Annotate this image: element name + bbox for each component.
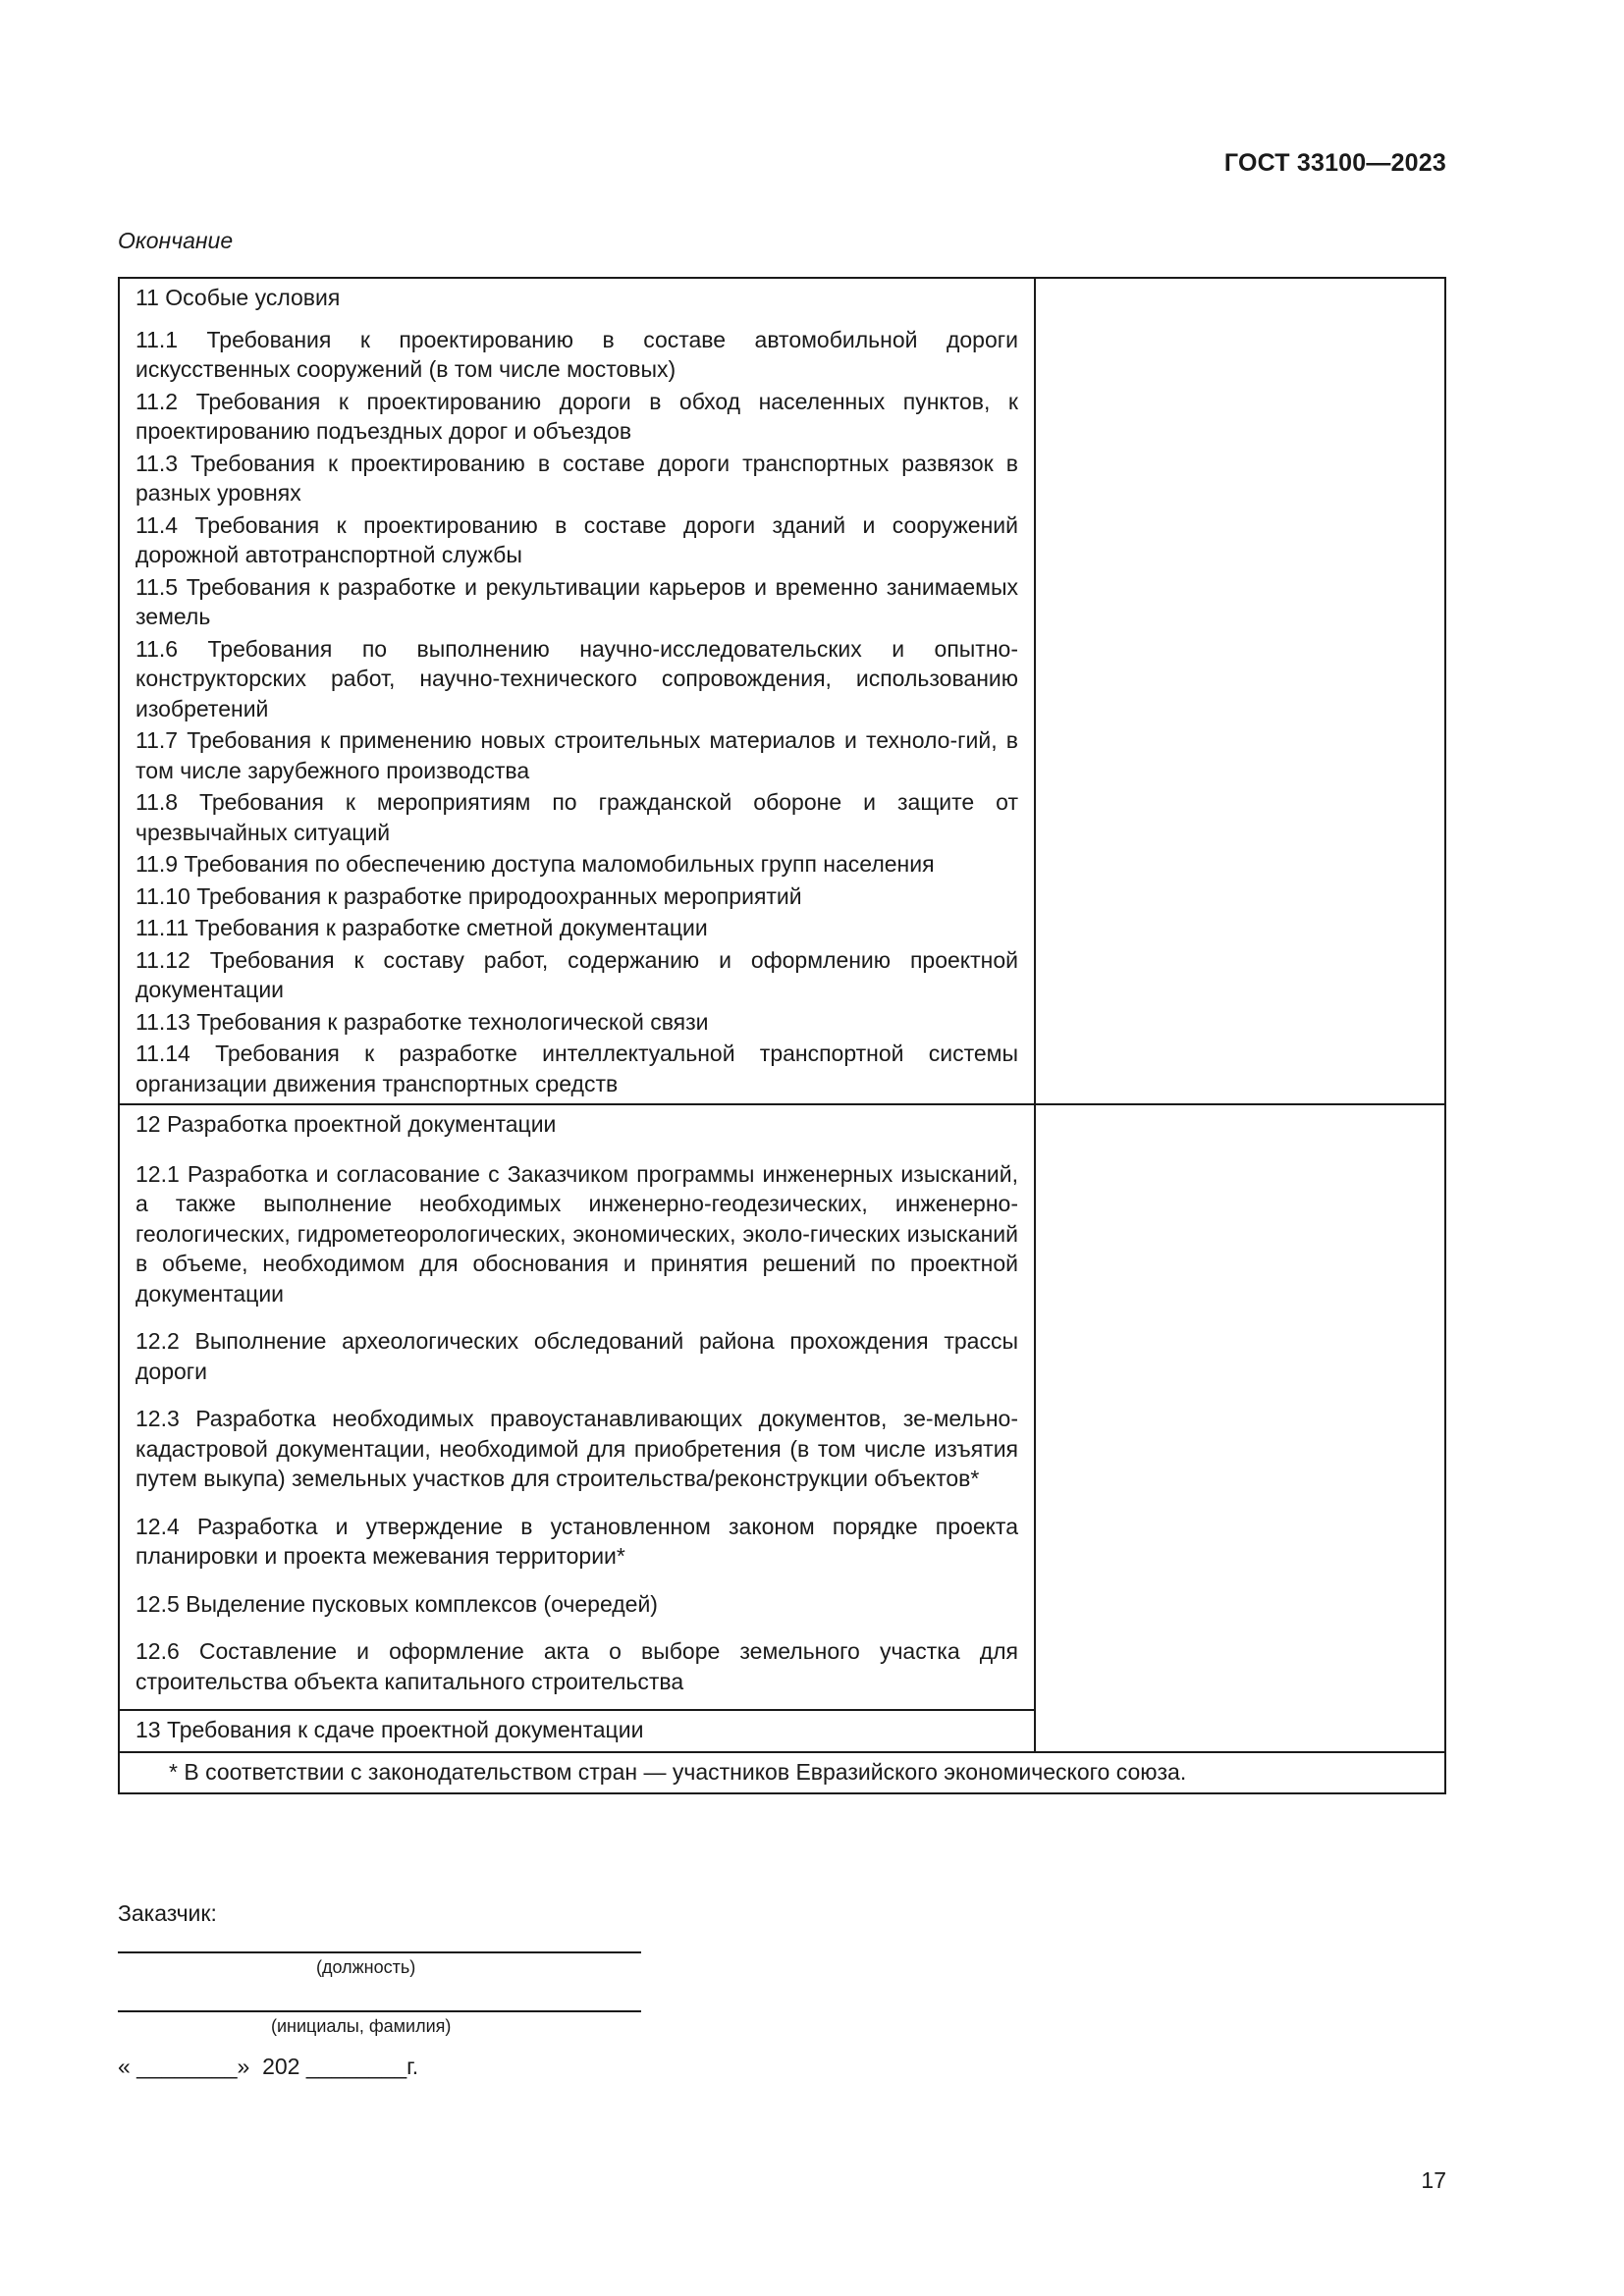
customer-label: Заказчик: (118, 1900, 217, 1926)
signature-date: « ________» 202 ________г. (118, 2054, 419, 2079)
section-12-items (120, 1146, 1034, 1710)
list-item: 11.8 Требования к мероприятиям по гражданской обороне и защите от чрезвычайных ситуаций (135, 789, 1018, 845)
list-item: 12.2 Выполнение археологических обследований района прохождения трассы дороги (135, 1328, 1018, 1384)
list-item: 12.4 Разработка и утверждение в установленном законом порядке проекта планировки и проекта межевания территории* (135, 1513, 1018, 1569)
list-item: 11.6 Требования по выполнению научно-исследовательских и опытно-конструкторских работ, научно-технического сопровождения, использованию изобретений (135, 635, 1018, 721)
section-12-title: 12 Разработка проектной документации (135, 1111, 557, 1137)
footnote-row (119, 1752, 1445, 1794)
list-item: 11.9 Требования по обеспечению доступа маломобильных групп населения (135, 851, 935, 877)
section-12-cell (119, 1104, 1035, 1710)
section-11-items (120, 319, 1034, 1104)
list-item: 12.6 Составление и оформление акта о выборе земельного участка для строительства объекта капитального строительства (135, 1638, 1018, 1694)
name-caption: (инициалы, фамилия) (271, 2016, 452, 2036)
list-item: 11.13 Требования к разработке технологической связи (135, 1008, 709, 1035)
list-item: 12.1 Разработка и согласование с Заказчиком программы инженерных изысканий, а также выполнение необходимых инженерно-геодезических, инженерно-геологических, гидрометеорологических, экономических, эколо-гических изысканий в объеме, необходимом для обоснования и принятия решений по проектной документации (135, 1160, 1018, 1307)
list-item: 11.2 Требования к проектированию дороги в обход населенных пунктов, к проектированию подъездных дорог и объездов (135, 388, 1018, 444)
position-caption: (должность) (316, 1957, 416, 1977)
requirements-table (118, 277, 1446, 1794)
footnote: * В соответствии с законодательством стран — участников Евразийского экономического союза. (119, 1752, 1445, 1794)
section-13-cell (119, 1710, 1035, 1752)
list-item: 11.12 Требования к составу работ, содержанию и оформлению проектной документации (135, 946, 1018, 1002)
section-12-value-cell (1035, 1104, 1445, 1752)
section-11-cell (119, 278, 1035, 1104)
position-signature-line (118, 1951, 641, 1953)
section-11-row (119, 278, 1445, 1104)
list-item: 11.10 Требования к разработке природоохранных мероприятий (135, 882, 802, 909)
standard-number: ГОСТ 33100—2023 (1223, 149, 1446, 177)
list-item: 11.1 Требования к проектированию в составе автомобильной дороги искусственных сооружений (в том числе мостовых) (135, 326, 1018, 382)
list-item: 12.3 Разработка необходимых правоустанавливающих документов, зе-мельно-кадастровой документации, необходимой для приобретения (в том числе изъятия путем выкупа) земельных участков для строительства/реконструкции объектов* (135, 1406, 1018, 1491)
list-item: 11.4 Требования к проектированию в составе дороги зданий и сооружений дорожной автотранспортной службы (135, 511, 1018, 567)
list-item: 11.7 Требования к применению новых строительных материалов и техноло-гий, в том числе зарубежного производства (135, 727, 1018, 783)
list-item: 12.5 Выделение пусковых комплексов (очередей) (135, 1590, 658, 1617)
name-signature-line (118, 2010, 641, 2012)
table-continuation-caption: Окончание (118, 228, 234, 253)
section-11-title: 11 Особые условия (135, 285, 341, 310)
list-item: 11.3 Требования к проектированию в составе дороги транспортных развязок в разных уровнях (135, 450, 1018, 506)
section-13-title: 13 Требования к сдаче проектной документации (135, 1717, 644, 1742)
page-number: 17 (1421, 2167, 1446, 2193)
list-item: 11.14 Требования к разработке интеллектуальной транспортной системы организации движения транспортных средств (135, 1041, 1018, 1096)
section-12-row (119, 1104, 1445, 1710)
list-item: 11.5 Требования к разработке и рекультивации карьеров и временно занимаемых земель (135, 573, 1018, 629)
section-11-value-cell (1035, 278, 1445, 1104)
list-item: 11.11 Требования к разработке сметной документации (135, 915, 708, 940)
